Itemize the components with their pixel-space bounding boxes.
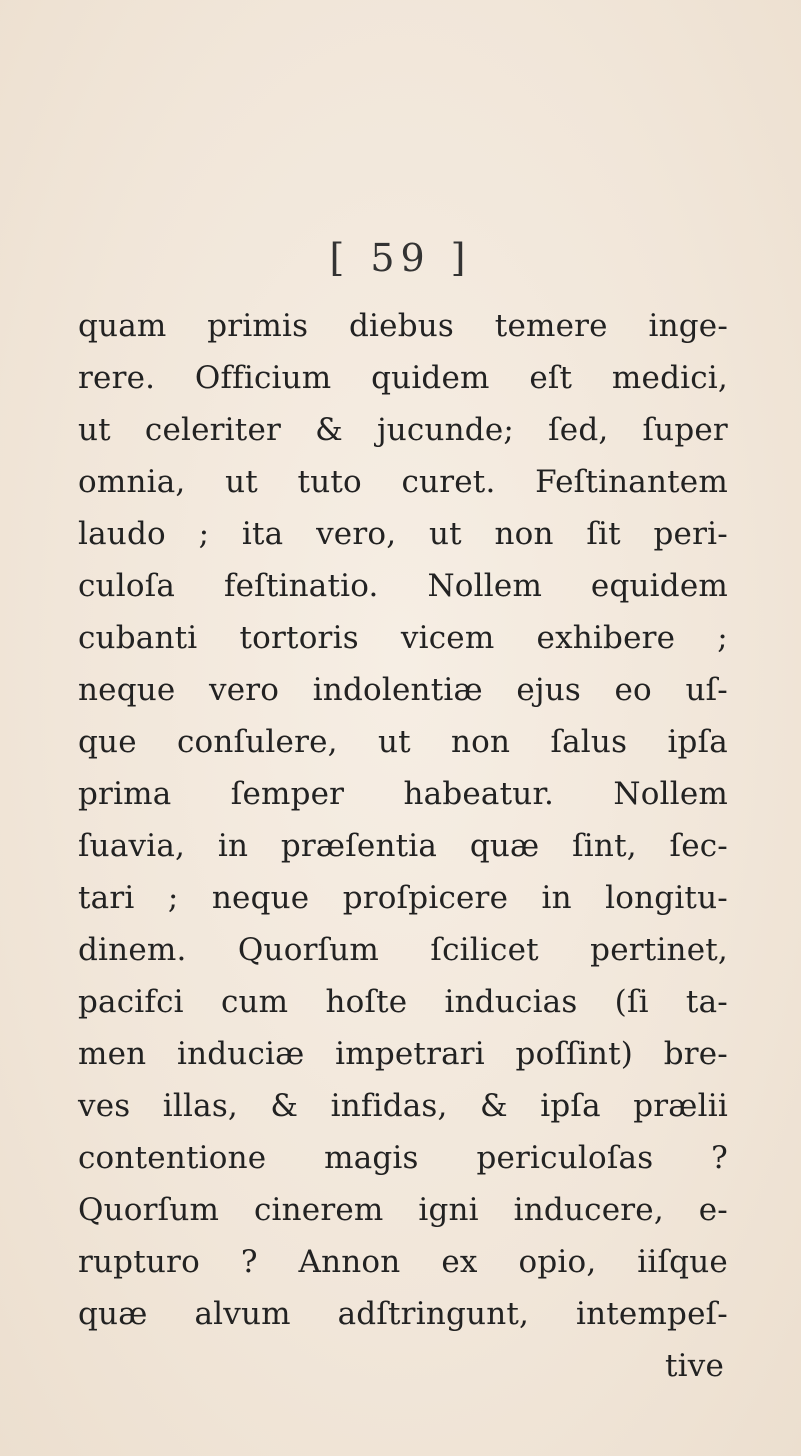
text-line xyxy=(78,1288,728,1340)
text-word: ? xyxy=(240,1244,258,1280)
text-word: non xyxy=(494,516,554,552)
text-word: ſuavia, xyxy=(78,828,186,864)
text-word: illas, xyxy=(162,1088,238,1124)
text-line xyxy=(78,1080,728,1132)
text-word: ; xyxy=(717,620,728,656)
text-word: ſcilicet xyxy=(430,932,539,968)
text-word: Quorſum xyxy=(78,1192,220,1228)
text-line xyxy=(78,612,728,664)
text-word: ut xyxy=(78,412,111,448)
text-word: ut xyxy=(428,516,462,552)
text-word: omnia, xyxy=(78,464,186,500)
text-word: prima xyxy=(78,776,172,812)
text-word: indolentiæ xyxy=(312,672,483,708)
text-word: celeriter xyxy=(144,412,282,448)
text-word: ſed, xyxy=(548,412,609,448)
text-word: in xyxy=(217,828,249,864)
text-word: primis xyxy=(207,308,309,344)
text-word: ex xyxy=(441,1244,478,1280)
text-line xyxy=(78,508,728,560)
text-word: Nollem xyxy=(613,776,728,812)
text-line xyxy=(78,768,728,820)
text-word: eſt xyxy=(529,360,573,396)
text-word: ſemper xyxy=(230,776,345,812)
text-word: neque xyxy=(211,880,310,916)
text-line xyxy=(78,1028,728,1080)
text-word: intempeſ- xyxy=(575,1296,728,1332)
text-word: induciæ xyxy=(176,1036,305,1072)
text-word: ita xyxy=(241,516,284,552)
text-word: que xyxy=(78,724,137,760)
text-word: alvum xyxy=(194,1296,291,1332)
text-word: inducias xyxy=(444,984,578,1020)
text-word: præſentia xyxy=(280,828,438,864)
text-word: culoſa xyxy=(78,568,176,604)
text-word: ; xyxy=(167,880,179,916)
text-word: poſſint) xyxy=(515,1036,634,1072)
text-word: curet. xyxy=(401,464,496,500)
body-text xyxy=(78,300,728,1392)
text-word: longitu- xyxy=(605,880,728,916)
text-word: peri- xyxy=(653,516,728,552)
text-word: inge- xyxy=(648,308,728,344)
text-word: ejus xyxy=(516,672,581,708)
text-line xyxy=(78,664,728,716)
text-word: laudo xyxy=(78,516,166,552)
text-word: conſulere, xyxy=(177,724,338,760)
page-number xyxy=(0,236,801,280)
text-word: dinem. xyxy=(78,932,187,968)
text-word: rere. xyxy=(78,360,156,396)
text-word: periculoſas xyxy=(476,1140,654,1176)
text-word: prælii xyxy=(633,1088,728,1124)
text-word: pacifci xyxy=(78,984,184,1020)
text-word: & xyxy=(315,412,343,448)
text-word: exhibere xyxy=(536,620,676,656)
text-word: rupturo xyxy=(78,1244,200,1280)
text-word: Nollem xyxy=(427,568,543,604)
text-word: hoſte xyxy=(325,984,408,1020)
text-word: quæ xyxy=(469,828,540,864)
text-word: tortoris xyxy=(239,620,359,656)
text-word: jucunde; xyxy=(376,412,515,448)
text-word: ves xyxy=(78,1088,131,1124)
page-number-value: 59 xyxy=(370,236,431,280)
text-line xyxy=(78,872,728,924)
text-word: Officium xyxy=(194,360,332,396)
text-word: cubanti xyxy=(78,620,198,656)
catchword: tive xyxy=(664,1348,724,1384)
text-line xyxy=(78,1236,728,1288)
text-line xyxy=(78,300,728,352)
text-word: ut xyxy=(225,464,258,500)
text-word: eo xyxy=(614,672,652,708)
text-word: (ſi xyxy=(614,984,649,1020)
text-word: diebus xyxy=(349,308,455,344)
text-word: non xyxy=(451,724,511,760)
text-word: ipſa xyxy=(540,1088,601,1124)
text-word: vero, xyxy=(316,516,397,552)
text-word: cinerem xyxy=(253,1192,384,1228)
text-word: quæ xyxy=(78,1296,148,1332)
text-word: quidem xyxy=(371,360,490,396)
page-number-left-bracket: [ xyxy=(329,236,351,280)
text-word: igni xyxy=(418,1192,479,1228)
text-line xyxy=(78,716,728,768)
text-word: magis xyxy=(324,1140,419,1176)
text-word: neque xyxy=(78,672,176,708)
text-line xyxy=(78,352,728,404)
text-word: ? xyxy=(711,1140,728,1176)
text-word: tari xyxy=(78,880,135,916)
text-word: & xyxy=(480,1088,508,1124)
text-word: contentione xyxy=(78,1140,267,1176)
text-word: equidem xyxy=(590,568,728,604)
text-word: uſ- xyxy=(685,672,728,708)
text-word: cum xyxy=(220,984,289,1020)
text-word: feſtinatio. xyxy=(223,568,379,604)
text-word: proſpicere xyxy=(342,880,509,916)
text-word: ſalus xyxy=(550,724,628,760)
text-word: impetrari xyxy=(335,1036,485,1072)
text-line xyxy=(78,456,728,508)
text-word: vero xyxy=(209,672,280,708)
text-line xyxy=(78,560,728,612)
text-line xyxy=(78,1132,728,1184)
text-word: ipſa xyxy=(667,724,728,760)
text-line xyxy=(78,404,728,456)
text-word: vicem xyxy=(400,620,495,656)
text-word: temere xyxy=(494,308,608,344)
text-line xyxy=(78,976,728,1028)
text-word: iiſque xyxy=(637,1244,728,1280)
text-word: infidas, xyxy=(330,1088,448,1124)
text-line xyxy=(78,924,728,976)
text-line xyxy=(78,1184,728,1236)
text-word: e- xyxy=(698,1192,728,1228)
text-word: & xyxy=(270,1088,299,1124)
text-line xyxy=(78,820,728,872)
text-word: bre- xyxy=(663,1036,728,1072)
text-word: men xyxy=(78,1036,147,1072)
text-word: medici, xyxy=(611,360,728,396)
text-word: ſuper xyxy=(642,412,728,448)
text-word: quam xyxy=(78,308,167,344)
text-word: in xyxy=(541,880,572,916)
page-number-right-bracket: ] xyxy=(450,236,472,280)
text-word: ſit xyxy=(586,516,621,552)
text-word: opio, xyxy=(518,1244,597,1280)
text-word: ta- xyxy=(685,984,728,1020)
text-word: pertinet, xyxy=(590,932,728,968)
text-word: Feſtinantem xyxy=(535,464,728,500)
text-word: Quorſum xyxy=(237,932,380,968)
text-word: ; xyxy=(198,516,210,552)
text-word: ſec- xyxy=(669,828,728,864)
text-word: Annon xyxy=(298,1244,401,1280)
text-word: ut xyxy=(377,724,411,760)
text-word: tuto xyxy=(297,464,362,500)
text-word: ſint, xyxy=(572,828,637,864)
text-word: inducere, xyxy=(513,1192,664,1228)
text-word: habeatur. xyxy=(403,776,555,812)
text-word: adſtringunt, xyxy=(337,1296,530,1332)
